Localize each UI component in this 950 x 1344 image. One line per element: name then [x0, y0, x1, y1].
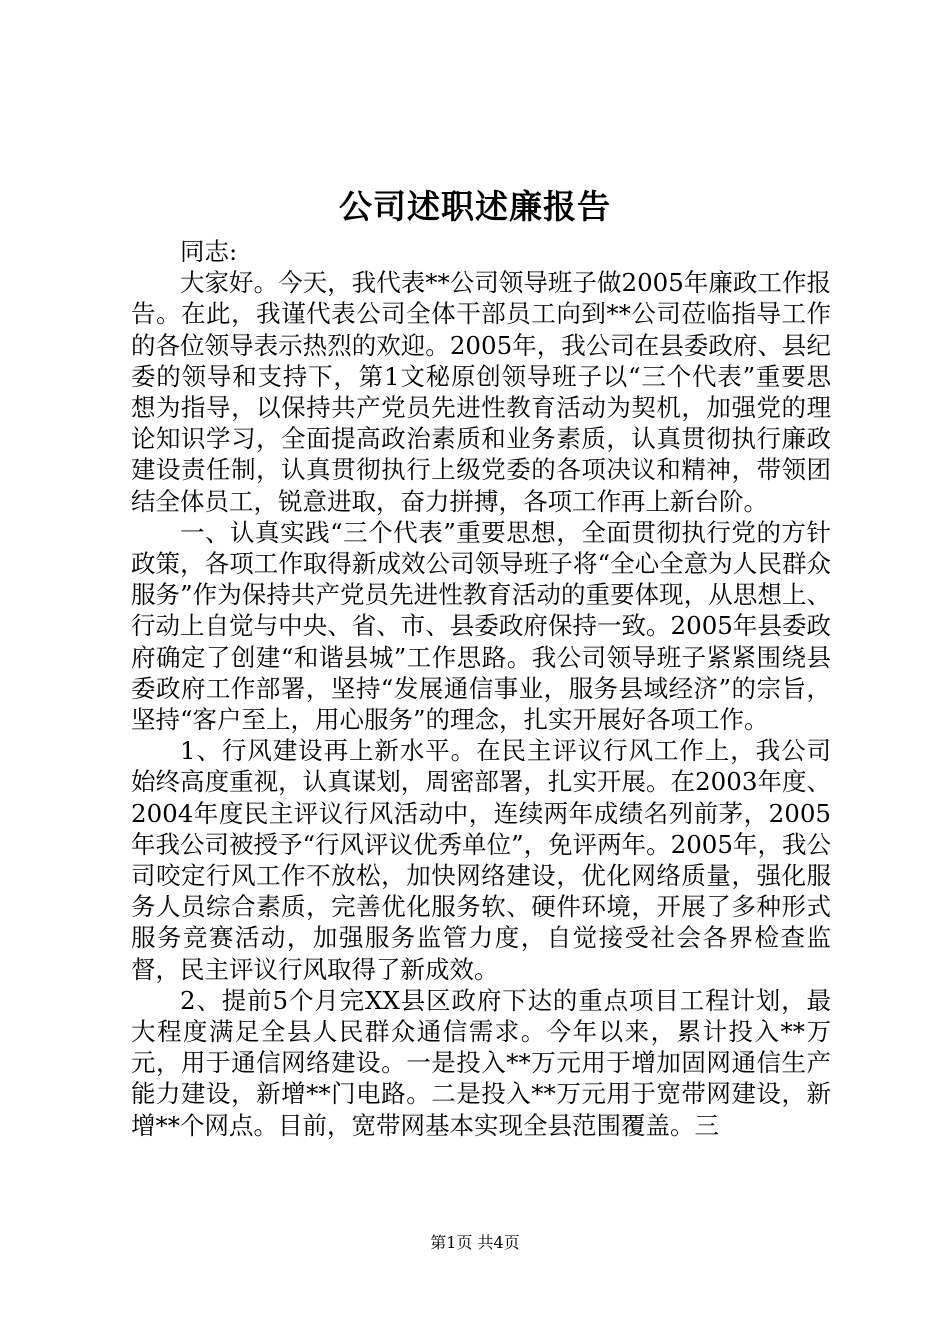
page-number-footer: 第1页 共4页	[430, 1233, 520, 1252]
body-paragraph: 2、提前5个月完XX县区政府下达的重点项目工程计划，最大程度满足全县人民群众通信需求。今年以来，累计投入**万元，用于通信网络建设。一是投入**万元用于增加固网通信生产能力建设，新增**门电路。二是投入**万元用于宽带网建设，新增**个网点。目前，宽带网基本实现全县范围覆盖。三	[131, 985, 831, 1140]
body-paragraph: 大家好。今天，我代表**公司领导班子做2005年廉政工作报告。在此，我谨代表公司全体干部员工向到**公司莅临指导工作的各位领导表示热烈的欢迎。2005年，我公司在县委政府、县纪委的领导和支持下，第1文秘原创领导班子以“三个代表”重要思想为指导，以保持共产党员先进性教育活动为契机，加强党的理论知识学习，全面提高政治素质和业务素质，认真贯彻执行廉政建设责任制，认真贯彻执行上级党委的各项决议和精神，带领团结全体员工，锐意进取，奋力拼搏，各项工作再上新台阶。	[131, 268, 831, 516]
body-paragraph: 1、行风建设再上新水平。在民主评议行风工作上，我公司始终高度重视，认真谋划，周密部署，扎实开展。在2003年度、2004年度民主评议行风活动中，连续两年成绩名列前茅，2005年我公司被授予“行风评议优秀单位”，免评两年。2005年，我公司咬定行风工作不放松，加快网络建设，优化网络质量，强化服务人员综合素质，完善优化服务软、硬件环境，开展了多种形式服务竞赛活动，加强服务监管力度，自觉接受社会各界检查监督，民主评议行风取得了新成效。	[131, 736, 831, 984]
document-body	[131, 236, 831, 1141]
salutation-paragraph: 同志:	[180, 237, 238, 266]
body-paragraph: 一、认真实践“三个代表”重要思想，全面贯彻执行党的方针政策，各项工作取得新成效公司领导班子将“全心全意为人民群众服务”作为保持共产党员先进性教育活动的重要体现，从思想上、行动上自觉与中央、省、市、县委政府保持一致。2005年县委政府确定了创建“和谐县城”工作思路。我公司领导班子紧紧围绕县委政府工作部署，坚持“发展通信事业，服务县域经济”的宗旨，坚持“客户至上，用心服务”的理念，扎实开展好各项工作。	[131, 517, 831, 735]
document-title: 公司述职述廉报告	[339, 187, 611, 226]
